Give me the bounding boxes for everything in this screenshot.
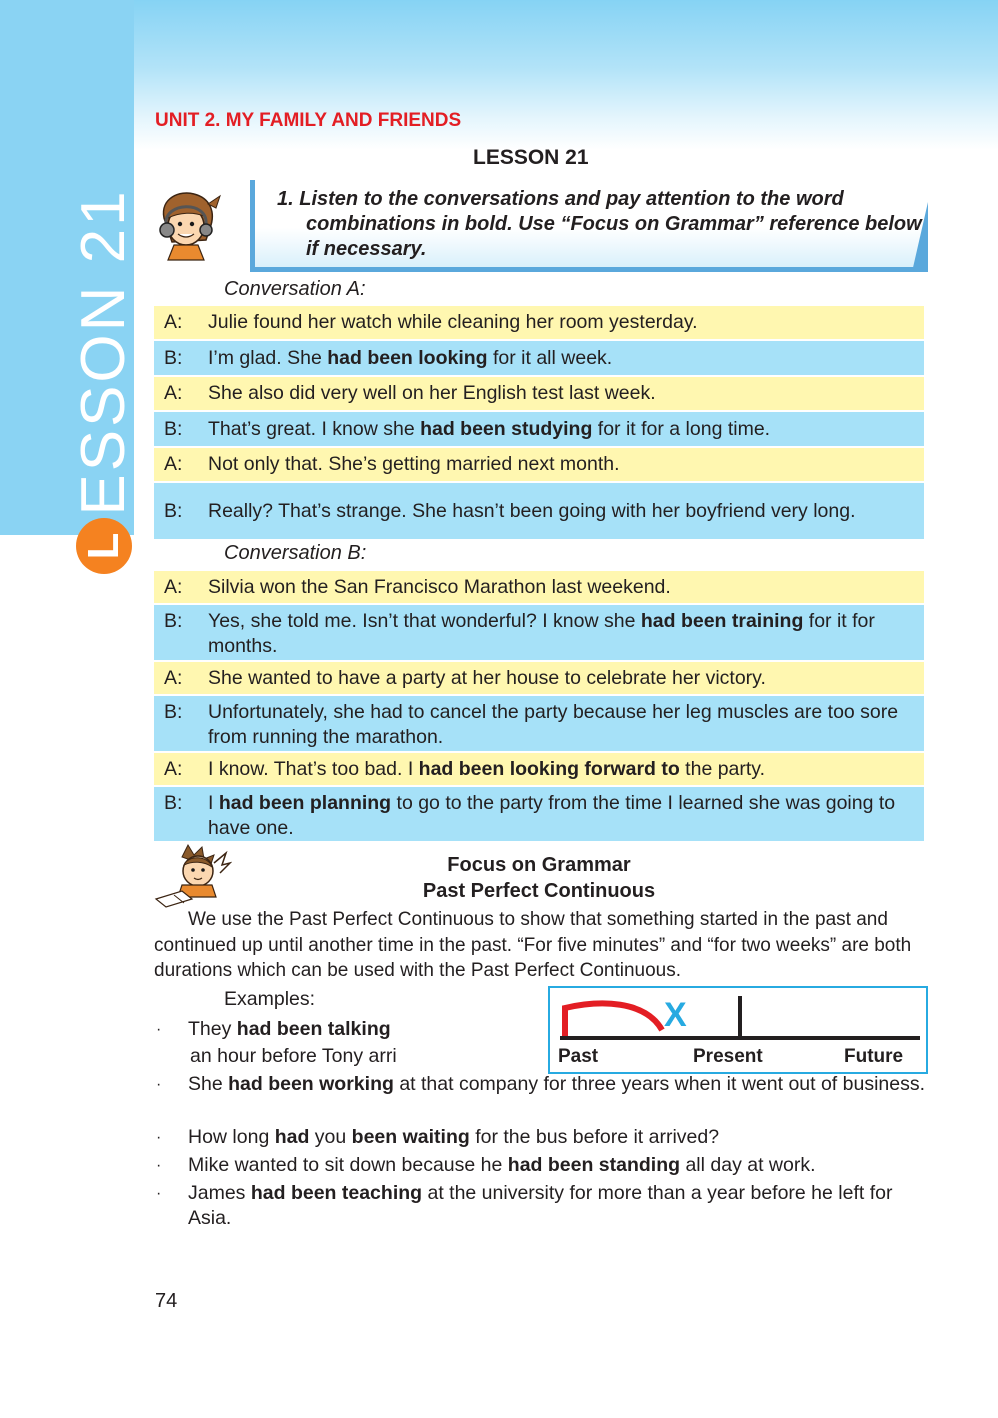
example-item: · She had been working at that company for three years when it went out of business. xyxy=(156,1073,926,1095)
conversation-b-label: Conversation B: xyxy=(224,542,367,564)
bullet-point: · xyxy=(156,1129,162,1146)
dialogue-text: Really? That’s strange. She hasn’t been going with her boyfriend very long. xyxy=(208,499,856,522)
task-instruction-box xyxy=(250,180,924,272)
bullet-point: · xyxy=(156,1157,162,1174)
bold-phrase: had been training xyxy=(640,610,804,632)
timeline-label-present: Present xyxy=(693,1046,763,1067)
speaker-label: B: xyxy=(164,792,183,814)
speaker-label: B: xyxy=(164,346,183,369)
timeline-label-future: Future xyxy=(844,1046,904,1067)
speaker-label: B: xyxy=(164,499,183,522)
bold-phrase: had been working xyxy=(228,1073,394,1095)
bold-phrase: had been talking xyxy=(236,1018,391,1040)
dialogue-text: I had been planning to go to the party from the time I learned she was going to have one. xyxy=(208,792,896,839)
grammar-heading xyxy=(380,852,698,904)
dialogue-row xyxy=(154,306,924,339)
dialogue-text: I know. That’s too bad. I had been looking forward to the party. xyxy=(208,757,766,780)
task-instruction-text: 1. Listen to the conversations and pay attention to the word combinations in bold. Use “Focus on Grammar” reference below if necessary. xyxy=(277,188,922,260)
dialogue-row xyxy=(154,412,924,446)
speaker-label: A: xyxy=(164,453,183,475)
tense-timeline-diagram xyxy=(548,986,928,1074)
example-item: · How long had you been waiting for the bus before it arrived? xyxy=(156,1126,720,1148)
bullet-point: · xyxy=(156,1076,162,1093)
speaker-label: A: xyxy=(164,382,183,404)
bold-phrase: had been standing xyxy=(507,1154,681,1176)
speaker-label: B: xyxy=(164,610,183,632)
grammar-subtitle: Past Perfect Continuous xyxy=(422,880,656,902)
conversation-a-label: Conversation A: xyxy=(224,278,366,300)
bold-phrase: had been looking xyxy=(327,346,488,369)
example-item: · James had been teaching at the university for more than a year before he left for Asia. xyxy=(156,1182,893,1229)
reading-boy-icon xyxy=(152,843,232,909)
dialogue-text: Silvia won the San Francisco Marathon last weekend. xyxy=(208,575,671,598)
grammar-explanation: We use the Past Perfect Continuous to show that something started in the past and continued up until another time in the past. “For five minutes” and “for two weeks” are both durations which can be used with the Past Perfect Continuous. xyxy=(154,909,912,981)
example-item: · They had been talking xyxy=(156,1018,391,1040)
speaker-label: B: xyxy=(164,417,183,440)
bullet-point: · xyxy=(156,1185,162,1202)
examples-label: Examples: xyxy=(224,988,316,1010)
speaker-label: A: xyxy=(164,575,183,598)
speaker-label: A: xyxy=(164,311,183,333)
dialogue-row xyxy=(154,787,924,841)
dialogue-row xyxy=(154,341,924,375)
bold-phrase: had been studying xyxy=(420,417,593,440)
dialogue-row xyxy=(154,605,924,660)
dialogue-text: She wanted to have a party at her house to celebrate her victory. xyxy=(208,666,766,689)
dialogue-text: That’s great. I know she had been studying for it for a long time. xyxy=(208,417,771,440)
bold-phrase: had xyxy=(274,1126,310,1148)
dialogue-row xyxy=(154,571,924,603)
timeline-label-past: Past xyxy=(558,1046,599,1067)
speaker-label: B: xyxy=(164,701,183,723)
speaker-label: A: xyxy=(164,757,183,780)
bold-phrase: had been planning xyxy=(218,792,392,814)
headphones-girl-icon xyxy=(150,188,228,262)
duration-arc xyxy=(565,1003,662,1036)
side-lesson-word: ESSON 21 xyxy=(69,188,138,516)
side-lesson-letter-badge: L xyxy=(76,518,132,574)
bold-phrase: been waiting xyxy=(351,1126,470,1148)
dialogue-row xyxy=(154,753,924,785)
lesson-title: LESSON 21 xyxy=(473,146,589,169)
grammar-title: Focus on Grammar xyxy=(447,854,631,876)
dialogue-text: Not only that. She’s getting married next month. xyxy=(208,453,620,475)
event-mark: X xyxy=(664,996,687,1034)
dialogue-row xyxy=(154,377,924,410)
page-number: 74 xyxy=(155,1290,178,1312)
speaker-label: A: xyxy=(164,666,183,689)
dialogue-text: I’m glad. She had been looking for it all week. xyxy=(208,346,613,369)
dialogue-text: Yes, she told me. Isn’t that wonderful? I know she had been training for it for months. xyxy=(208,610,875,657)
dialogue-row xyxy=(154,448,924,481)
top-background-band xyxy=(0,0,998,150)
bullet-point: · xyxy=(156,1021,162,1038)
dialogue-row xyxy=(154,696,924,751)
dialogue-row xyxy=(154,483,924,539)
dialogue-row xyxy=(154,662,924,694)
unit-title: UNIT 2. MY FAMILY AND FRIENDS xyxy=(155,110,462,131)
dialogue-text: Unfortunately, she had to cancel the party because her leg muscles are too sore from running the marathon. xyxy=(208,701,899,748)
dialogue-text: She also did very well on her English test last week. xyxy=(208,382,656,404)
bold-phrase: had been looking forward to xyxy=(418,757,680,780)
dialogue-text: Julie found her watch while cleaning her room yesterday. xyxy=(208,311,698,333)
example-item: · Mike wanted to sit down because he had been standing all day at work. xyxy=(156,1154,816,1176)
bold-phrase: had been teaching xyxy=(250,1182,423,1204)
task-box-corner xyxy=(912,202,928,272)
example-continuation: an hour before Tony arri xyxy=(190,1045,397,1067)
